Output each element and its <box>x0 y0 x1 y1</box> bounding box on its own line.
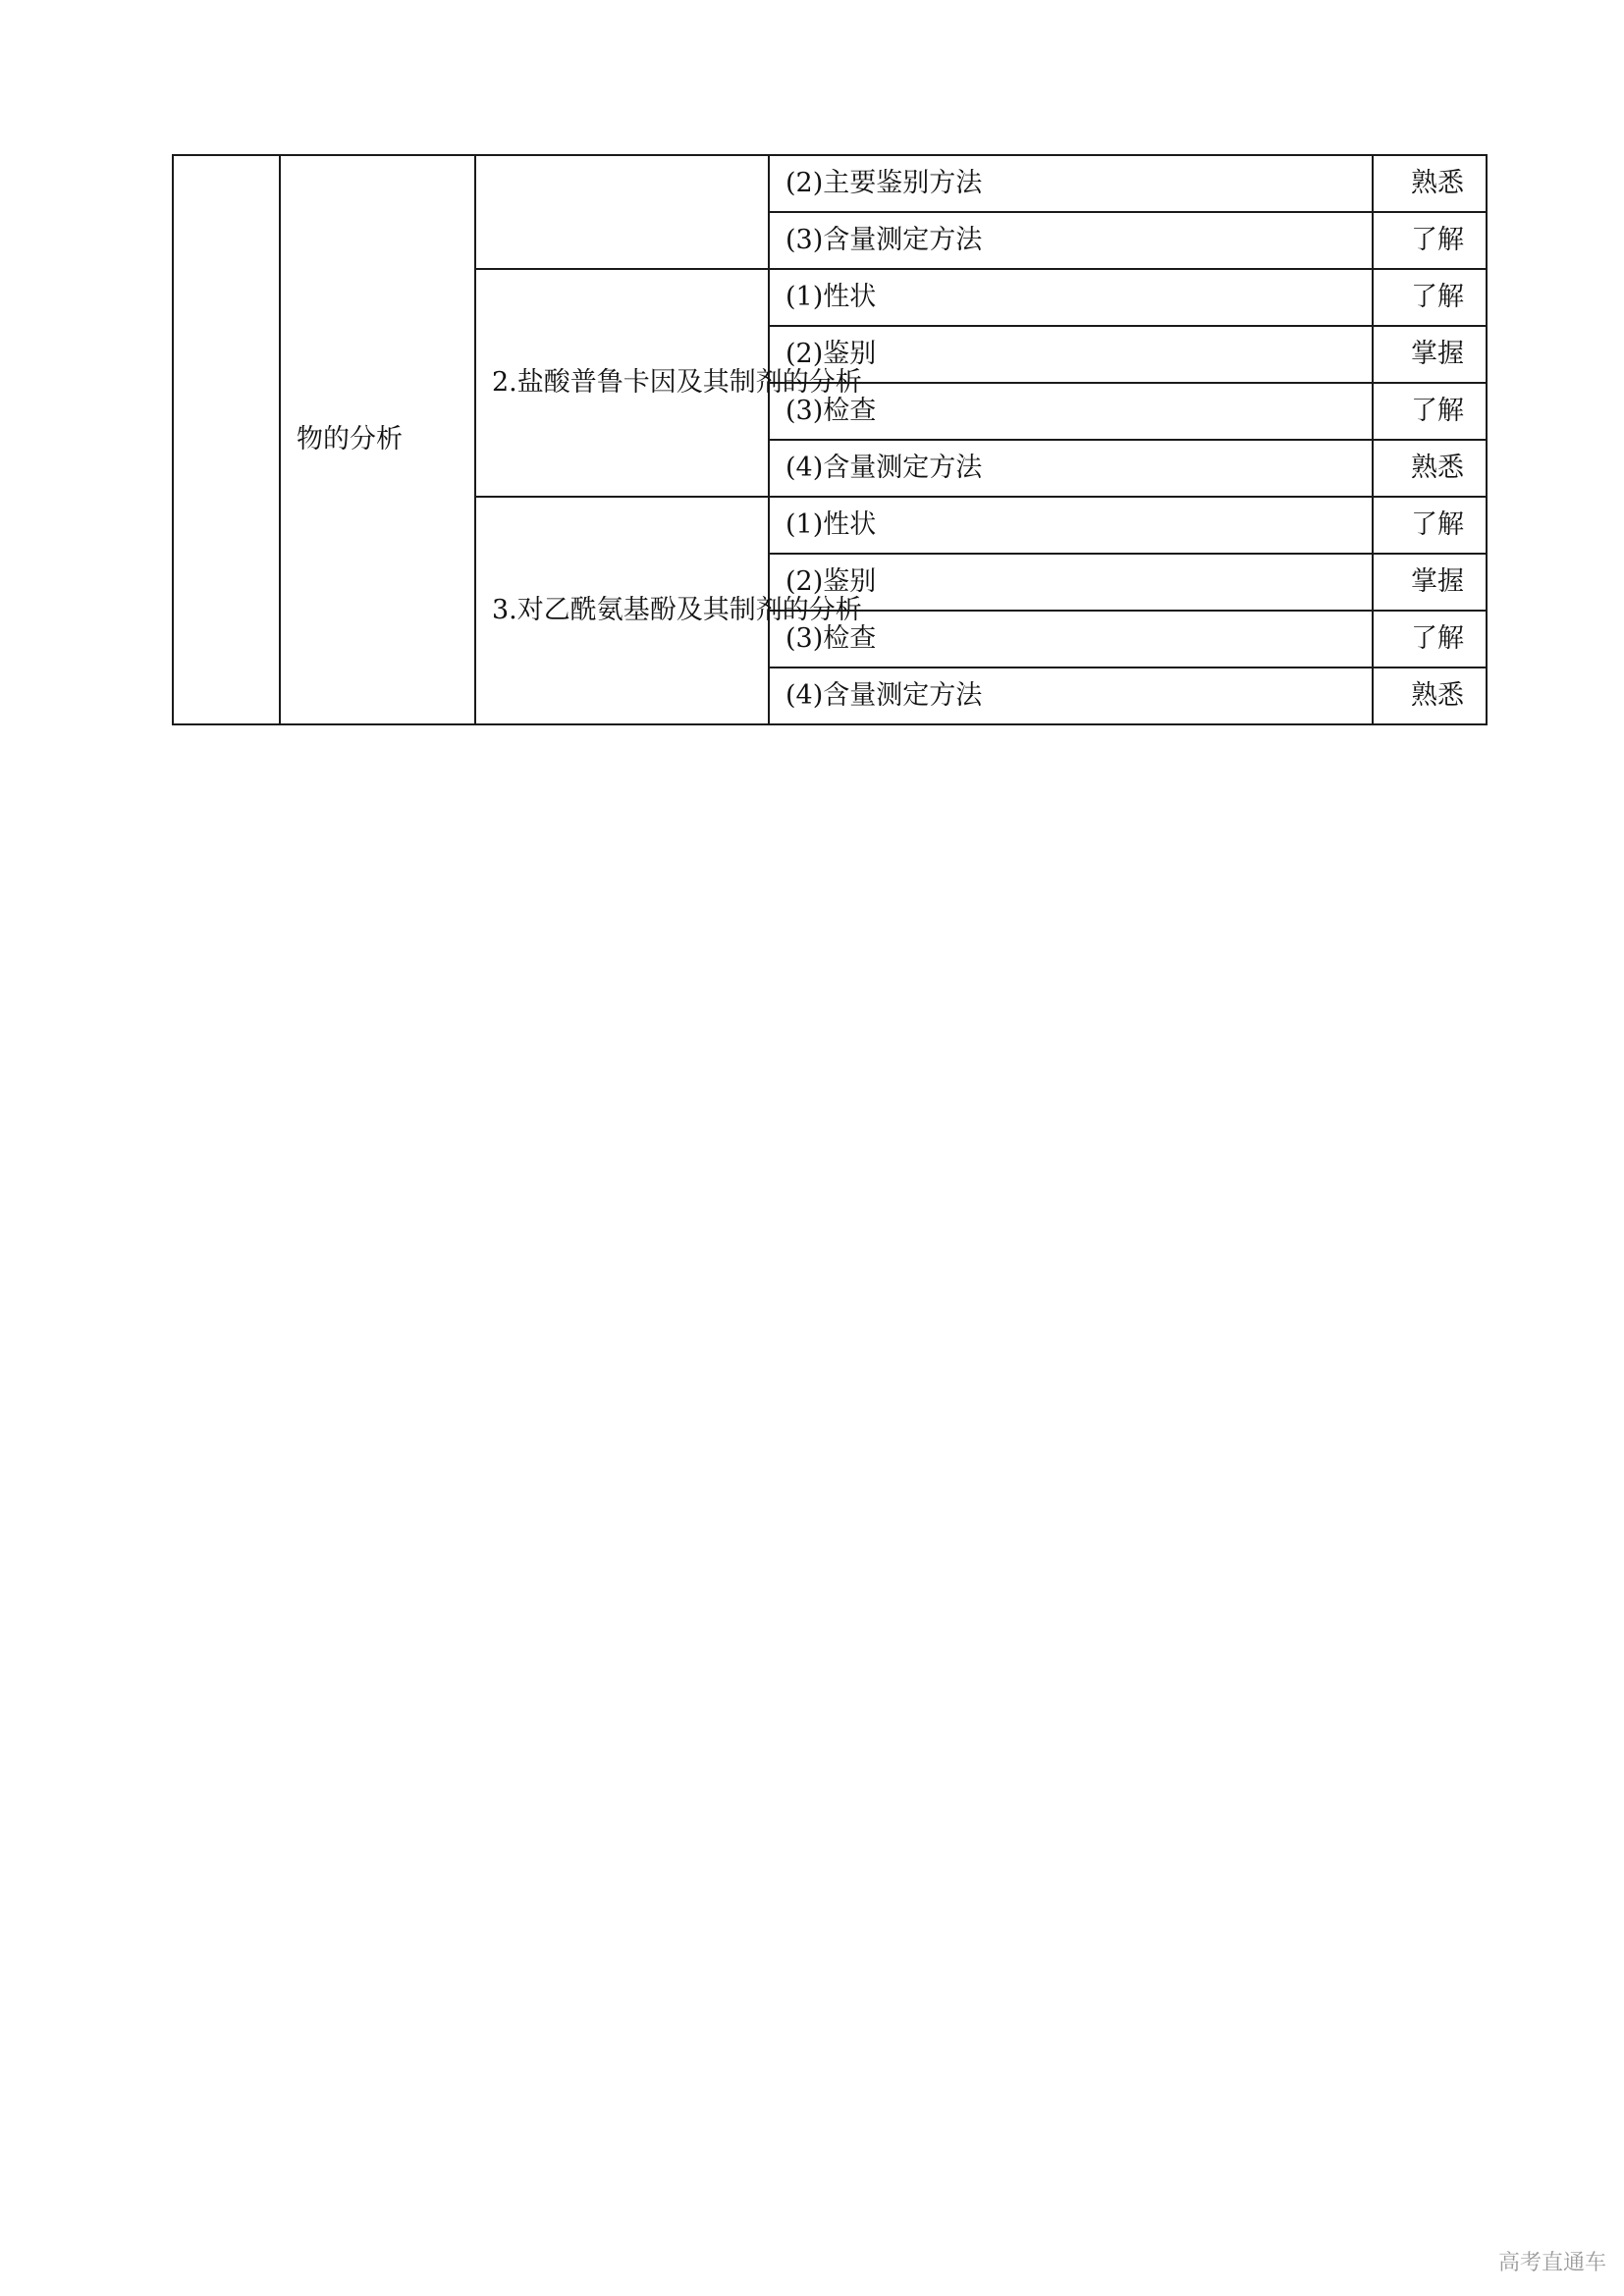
level-cell: 熟悉 <box>1373 155 1487 212</box>
content-cell: (2)主要鉴别方法 <box>769 155 1373 212</box>
subtopic-cell: 2.盐酸普鲁卡因及其制剂的分析 <box>475 269 769 497</box>
content-cell: (3)检查 <box>769 611 1373 667</box>
watermark-text: 高考直通车 <box>1497 2251 1606 2275</box>
content-cell: (1)性状 <box>769 497 1373 554</box>
subtopic-cell <box>475 155 769 269</box>
content-cell: (2)鉴别 <box>769 554 1373 611</box>
content-cell: (4)含量测定方法 <box>769 440 1373 497</box>
content-cell: (1)性状 <box>769 269 1373 326</box>
category-cell <box>173 155 280 724</box>
content-cell: (4)含量测定方法 <box>769 667 1373 724</box>
content-cell: (3)检查 <box>769 383 1373 440</box>
syllabus-table <box>172 154 1488 725</box>
level-cell: 了解 <box>1373 611 1487 667</box>
topic-label: 物的分析 <box>297 424 403 454</box>
level-cell: 了解 <box>1373 383 1487 440</box>
content-cell: (3)含量测定方法 <box>769 212 1373 269</box>
table-row <box>173 155 1487 212</box>
level-cell: 掌握 <box>1373 326 1487 383</box>
level-cell: 掌握 <box>1373 554 1487 611</box>
subtopic-cell: 3.对乙酰氨基酚及其制剂的分析 <box>475 497 769 724</box>
content-cell: (2)鉴别 <box>769 326 1373 383</box>
level-cell: 熟悉 <box>1373 667 1487 724</box>
level-cell: 熟悉 <box>1373 440 1487 497</box>
level-cell: 了解 <box>1373 497 1487 554</box>
level-cell: 了解 <box>1373 269 1487 326</box>
level-cell: 了解 <box>1373 212 1487 269</box>
topic-cell <box>280 155 475 724</box>
